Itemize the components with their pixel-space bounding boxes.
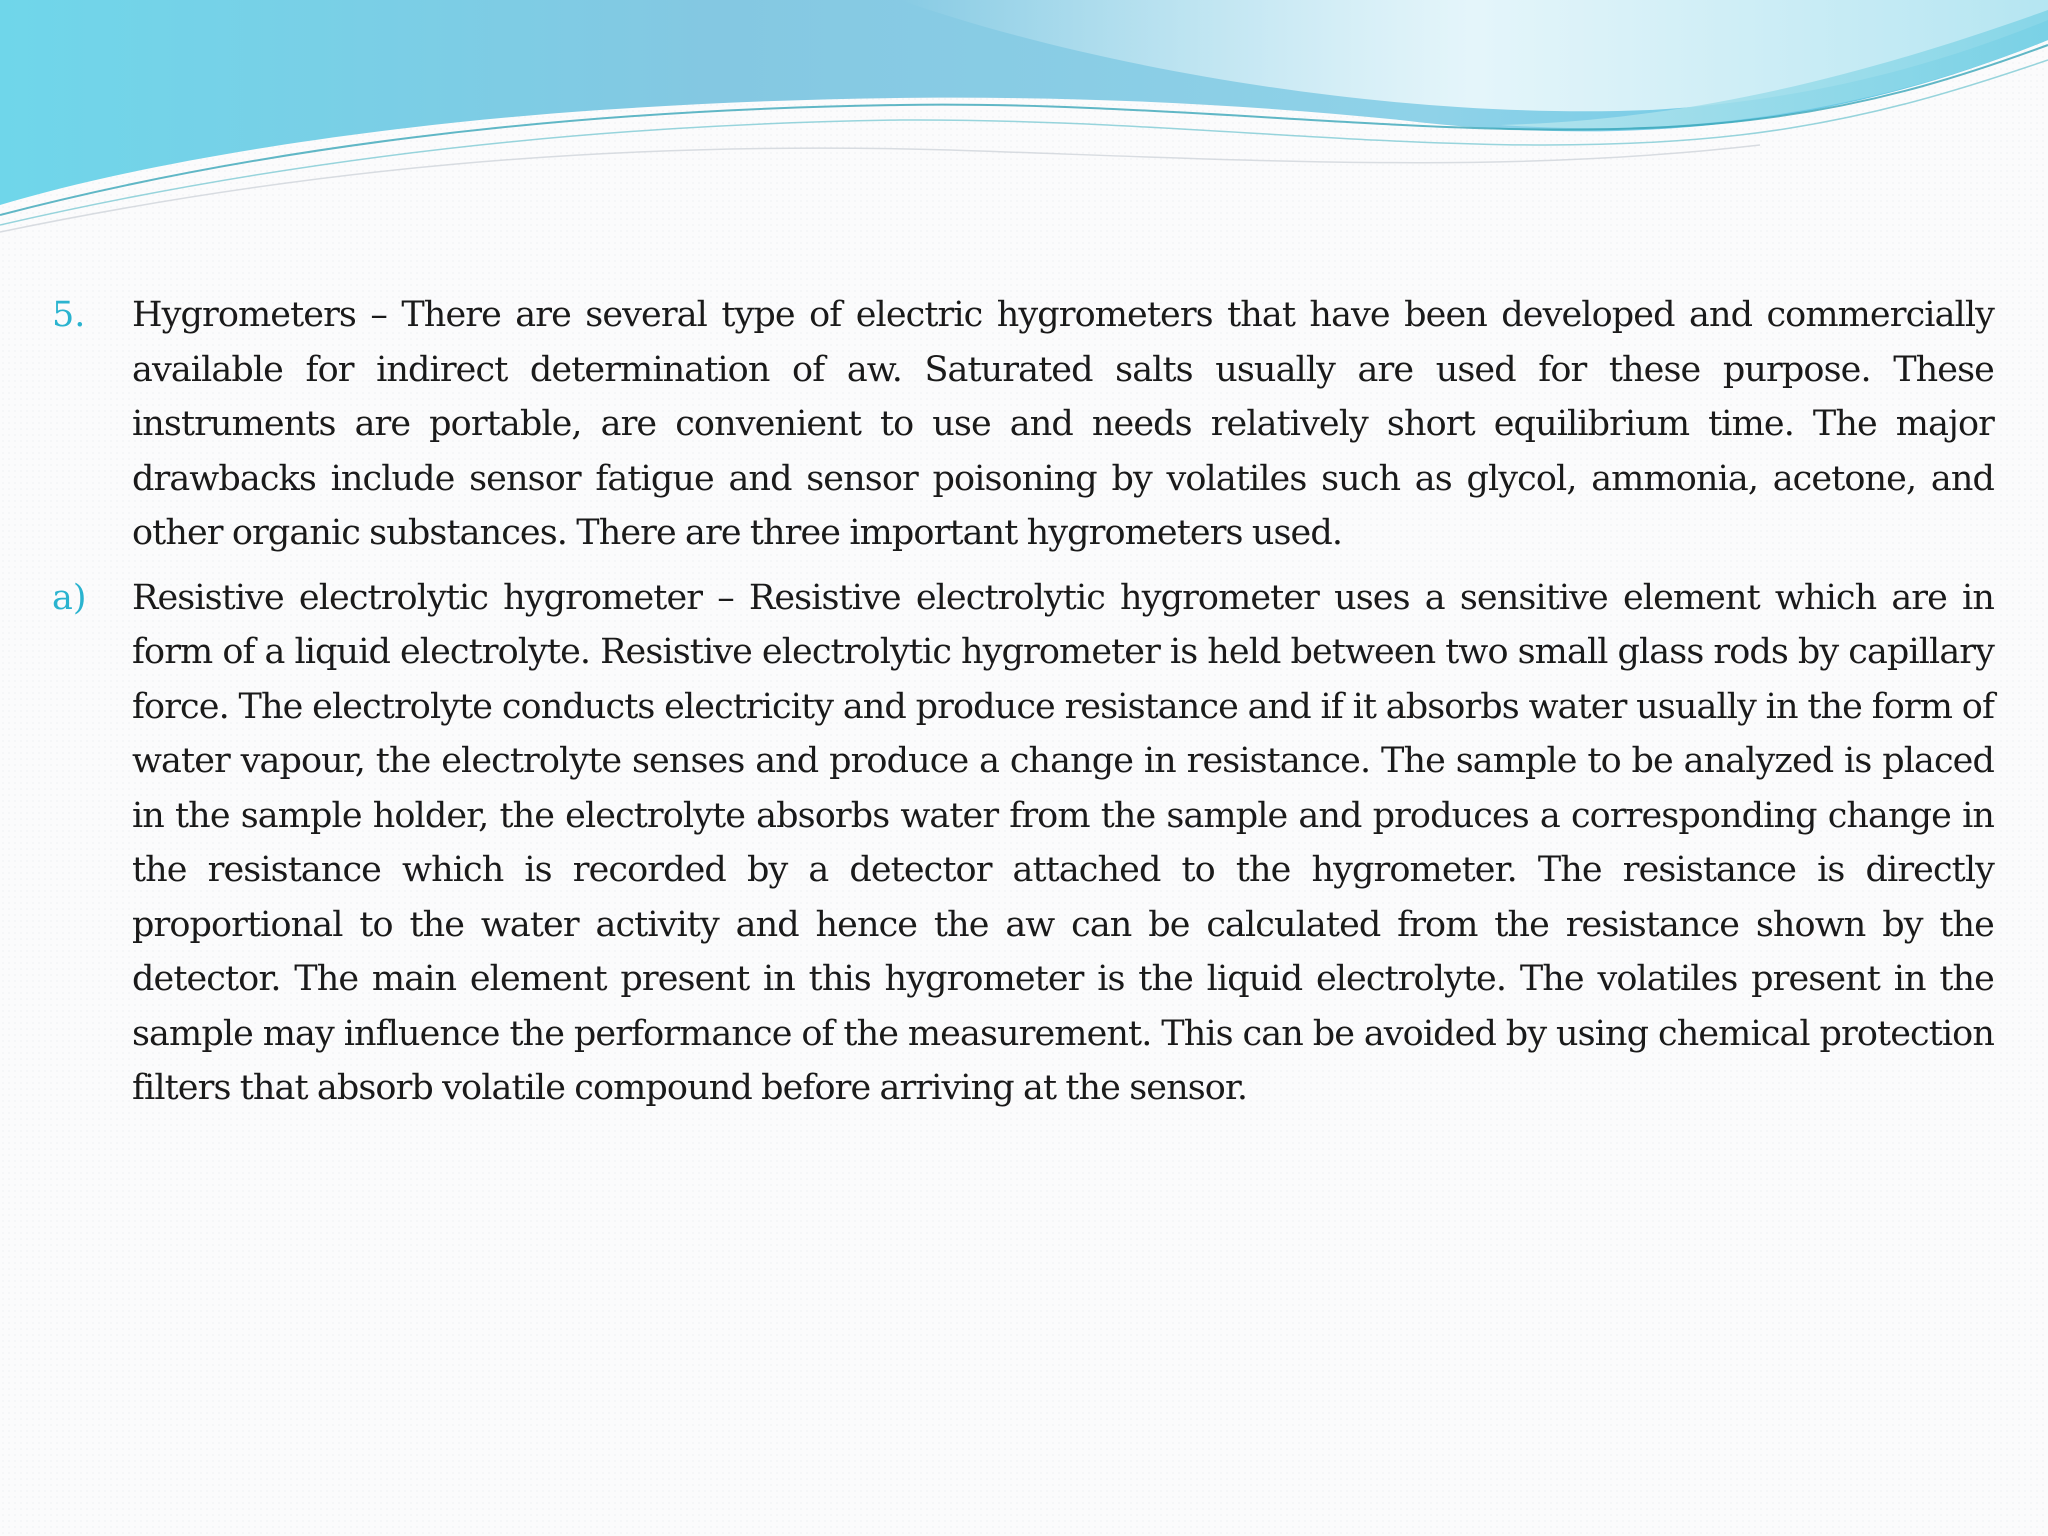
header-wave-decoration <box>0 0 2048 240</box>
slide-content <box>52 288 1994 1126</box>
list-item <box>52 571 1994 1116</box>
list-item-text: Resistive electrolytic hygrometer – Resistive electrolytic hygrometer uses a sensitive element which are in form of a liquid electrolyte. Resistive electrolytic hygrometer is held between two small glass rods by capillary force. The electrolyte conducts electricity and produce resistance and if it absorbs water usually in the form of water vapour, the electrolyte senses and produce a change in resistance. The sample to be analyzed is placed in the sample holder, the electrolyte absorbs water from the sample and produces a corresponding change in the resistance which is recorded by a detector attached to the hygrometer. The resistance is directly proportional to the water activity and hence the aw can be calculated from the resistance shown by the detector. The main element present in this hygrometer is the liquid electrolyte. The volatiles present in the sample may influence the performance of the measurement. This can be avoided by using chemical protection filters that absorb volatile compound before arriving at the sensor. <box>132 577 1994 1108</box>
list-item <box>52 288 1994 561</box>
list-marker: a) <box>52 577 87 618</box>
list-marker: 5. <box>52 295 86 335</box>
list-item-text: Hygrometers – There are several type of electric hygrometers that have been developed and commercially available for indirect determination of aw. Saturated salts usually are used for these purpose. These instruments are portable, are convenient to use and needs relatively short equilibrium time. The major drawbacks include sensor fatigue and sensor poisoning by volatiles such as glycol, ammonia, acetone, and other organic substances. There are three important hygrometers used. <box>132 295 1994 553</box>
